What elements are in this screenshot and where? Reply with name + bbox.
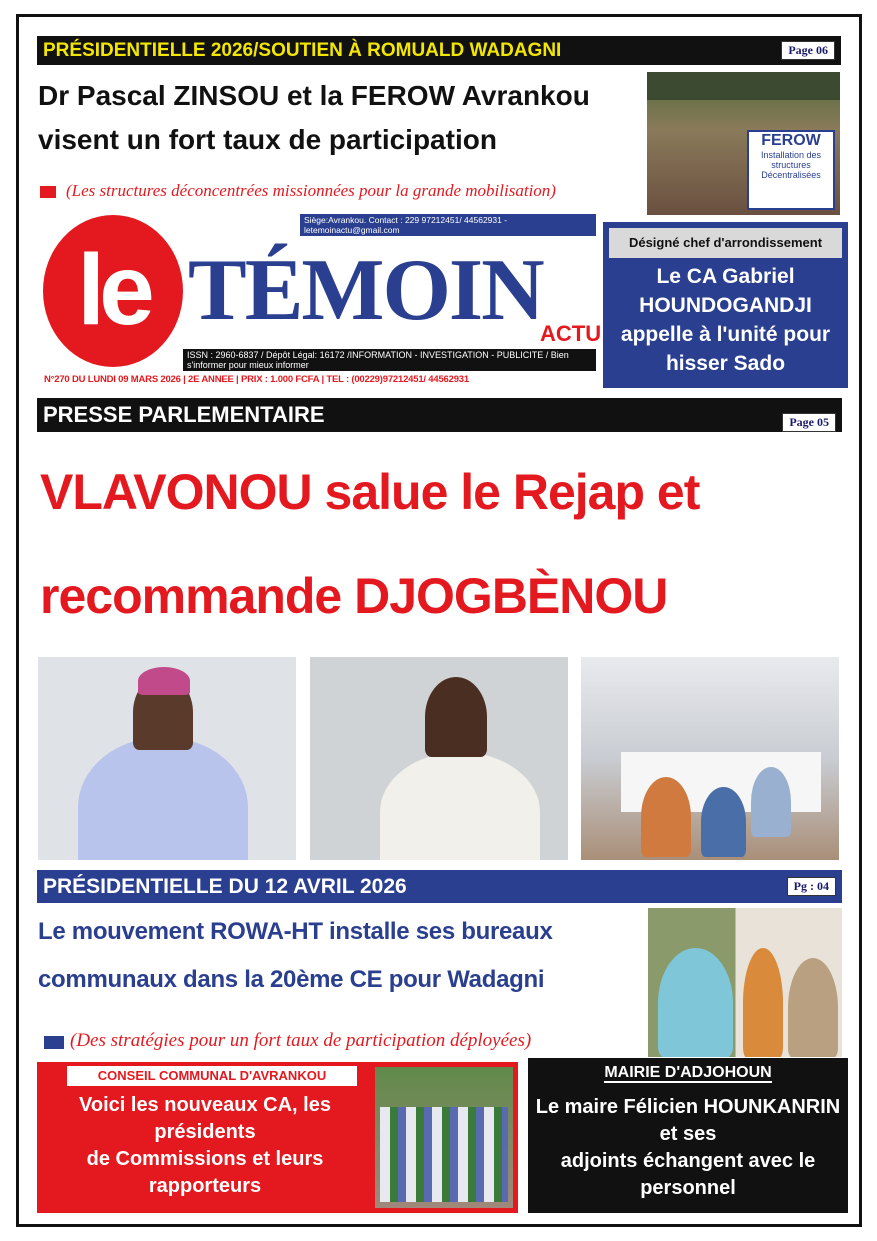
third-kicker-bar	[37, 870, 842, 903]
third-headline[interactable]	[38, 908, 638, 1004]
bottom-right-story[interactable]	[528, 1058, 848, 1213]
side-headline-line: appelle à l'unité pour hisser Sado	[620, 323, 831, 375]
headline-line: adjoints échangent avec le personnel	[560, 1150, 816, 1199]
bottom-left-kicker: CONSEIL COMMUNAL D'AVRANKOU	[67, 1066, 357, 1086]
third-kicker: PRÉSIDENTIELLE DU 12 AVRIL 2026	[43, 874, 407, 898]
headline-line: recommande DJOGBÈNOU	[40, 568, 668, 624]
side-kicker: Désigné chef d'arrondissement	[609, 228, 842, 258]
bottom-left-story[interactable]	[37, 1062, 518, 1213]
main-kicker-bar	[37, 398, 842, 432]
logo	[43, 215, 183, 367]
bullet-square	[40, 186, 56, 198]
photo-caption: Installation des structures Décentralisées	[760, 150, 822, 180]
masthead-actu: ACTU	[540, 321, 602, 346]
headline-line: Le maire Félicien HOUNKANRIN et ses	[535, 1096, 841, 1145]
top-kicker-bar	[37, 36, 841, 65]
headline-line: Le mouvement ROWA-HT installe ses bureaux	[38, 918, 553, 945]
logo-le: le	[77, 234, 149, 346]
top-photo	[647, 72, 840, 215]
side-headline-line: Le CA Gabriel HOUNDOGANDJI	[639, 265, 812, 317]
top-subtitle: (Les structures déconcentrées missionnées pour la grande mobilisation)	[66, 181, 556, 200]
photo-meeting	[581, 657, 839, 860]
photo-vlavonou	[38, 657, 296, 860]
headline-line: communaux dans la 20ème CE pour Wadagni	[38, 966, 545, 993]
headline-line: visent un fort taux de participation	[38, 124, 497, 155]
page-ref[interactable]: Page 05	[782, 413, 836, 432]
top-kicker: PRÉSIDENTIELLE 2026/SOUTIEN À ROMUALD WADAGNI	[43, 39, 562, 61]
photo-rowa	[648, 908, 842, 1057]
headline-line: Dr Pascal ZINSOU et la FEROW Avrankou	[38, 80, 590, 111]
headline-line: Voici les nouveaux CA, les présidents	[79, 1094, 331, 1143]
photo-djogbenou	[310, 657, 568, 860]
contact-bar: Siège:Avrankou. Contact : 229 97212451/ 44562931 - letemoinactu@gmail.com	[300, 214, 596, 236]
headline-line: de Commissions et leurs rapporteurs	[86, 1148, 324, 1197]
page-ref[interactable]: Pg : 04	[787, 877, 836, 896]
main-kicker: PRESSE PARLEMENTAIRE	[43, 402, 325, 427]
masthead-title: TÉMOIN	[188, 242, 543, 339]
side-story-box[interactable]	[603, 222, 848, 388]
main-headline[interactable]	[40, 440, 840, 648]
photo-banner-text: FEROW	[761, 132, 821, 149]
bullet-square	[44, 1036, 64, 1049]
legal-bar: ISSN : 2960-6837 / Dépôt Légal: 16172 /INFORMATION - INVESTIGATION - PUBLICITE / Bien s'informer pour mieux informer	[183, 349, 596, 371]
third-subtitle: (Des stratégies pour un fort taux de participation déployées)	[70, 1030, 532, 1051]
issue-line: N°270 DU LUNDI 09 MARS 2026 | 2E ANNEE | PRIX : 1.000 FCFA | TEL : (00229)97212451/ 44562931	[44, 374, 469, 385]
photo-conseil	[375, 1067, 513, 1208]
bottom-right-kicker: MAIRIE D'ADJOHOUN	[604, 1064, 772, 1081]
top-headline[interactable]	[38, 74, 638, 162]
headline-line: VLAVONOU salue le Rejap et	[40, 464, 700, 520]
page-ref[interactable]: Page 06	[781, 41, 835, 60]
